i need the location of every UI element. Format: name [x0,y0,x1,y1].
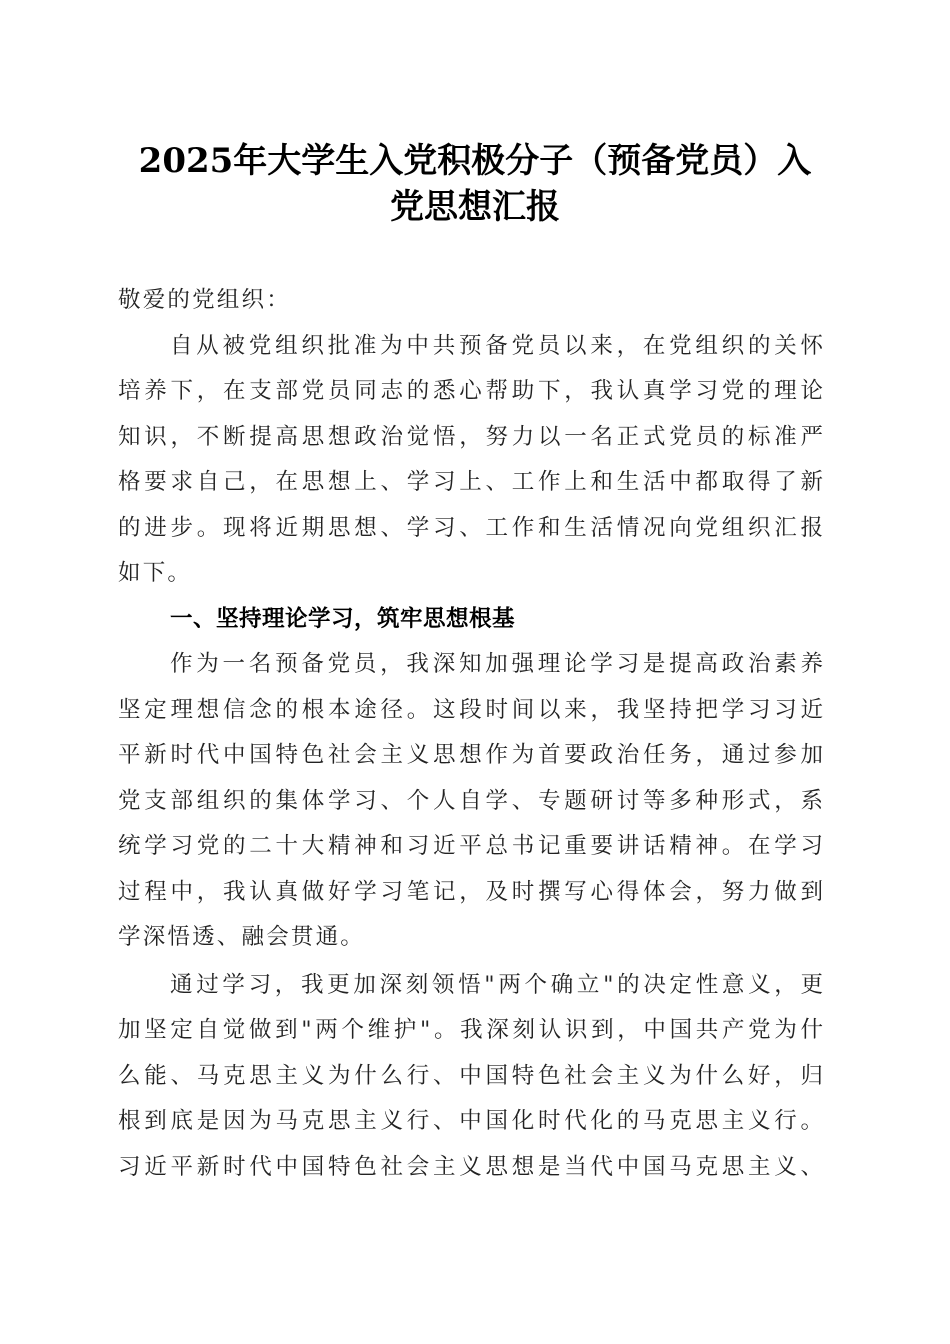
paragraph-intro [118,324,823,597]
paragraph-theory [118,642,823,961]
paragraph-line: 通过学习，我更加深刻领悟"两个确立"的决定性意义，更 [170,971,823,998]
paragraph-line: 习近平新时代中国特色社会主义思想是当代中国马克思主义、 [118,1153,823,1180]
paragraph-line: 平新时代中国特色社会主义思想作为首要政治任务，通过参加 [118,742,823,768]
paragraph-line: 统学习党的二十大精神和习近平总书记重要讲话精神。在学习 [118,833,823,859]
section-heading: 一、坚持理论学习，筑牢思想根基 [170,605,516,632]
paragraph-line: 的进步。现将近期思想、学习、工作和生活情况向党组织汇报 [118,514,823,541]
paragraph-line: 根到底是因为马克思主义行、中国化时代化的马克思主义行。 [118,1108,823,1134]
title-line-2: 党思想汇报 [390,187,560,227]
title-line-1: 2025年大学生入党积极分子（预备党员）入 [138,141,812,181]
salutation: 敬爱的党组织： [118,287,291,313]
paragraph-line: 格要求自己，在思想上、学习上、工作上和生活中都取得了新 [118,469,823,495]
paragraph-line: 知识，不断提高思想政治觉悟，努力以一名正式党员的标准严 [118,423,823,450]
paragraph-line: 培养下，在支部党员同志的悉心帮助下，我认真学习党的理论 [118,378,823,404]
paragraph-line: 作为一名预备党员，我深知加强理论学习是提高政治素养 [170,651,823,677]
paragraph-line: 党支部组织的集体学习、个人自学、专题研讨等多种形式，系 [118,787,823,814]
paragraph-line: 么能、马克思主义为什么行、中国特色社会主义为什么好，归 [118,1062,823,1089]
document-body [118,278,823,1190]
paragraph-line: 自从被党组织批准为中共预备党员以来，在党组织的关怀 [170,332,823,359]
document-title [118,138,832,230]
paragraph-line: 学深悟透、融会贯通。 [118,924,366,950]
paragraph-line: 如下。 [118,560,193,586]
paragraph-line: 过程中，我认真做好学习笔记，及时撰写心得体会，努力做到 [118,878,823,905]
paragraph-line: 加坚定自觉做到"两个维护"。我深刻认识到，中国共产党为什 [118,1017,823,1043]
paragraph-understanding [118,963,823,1191]
paragraph-line: 坚定理想信念的根本途径。这段时间以来，我坚持把学习习近 [118,696,823,723]
